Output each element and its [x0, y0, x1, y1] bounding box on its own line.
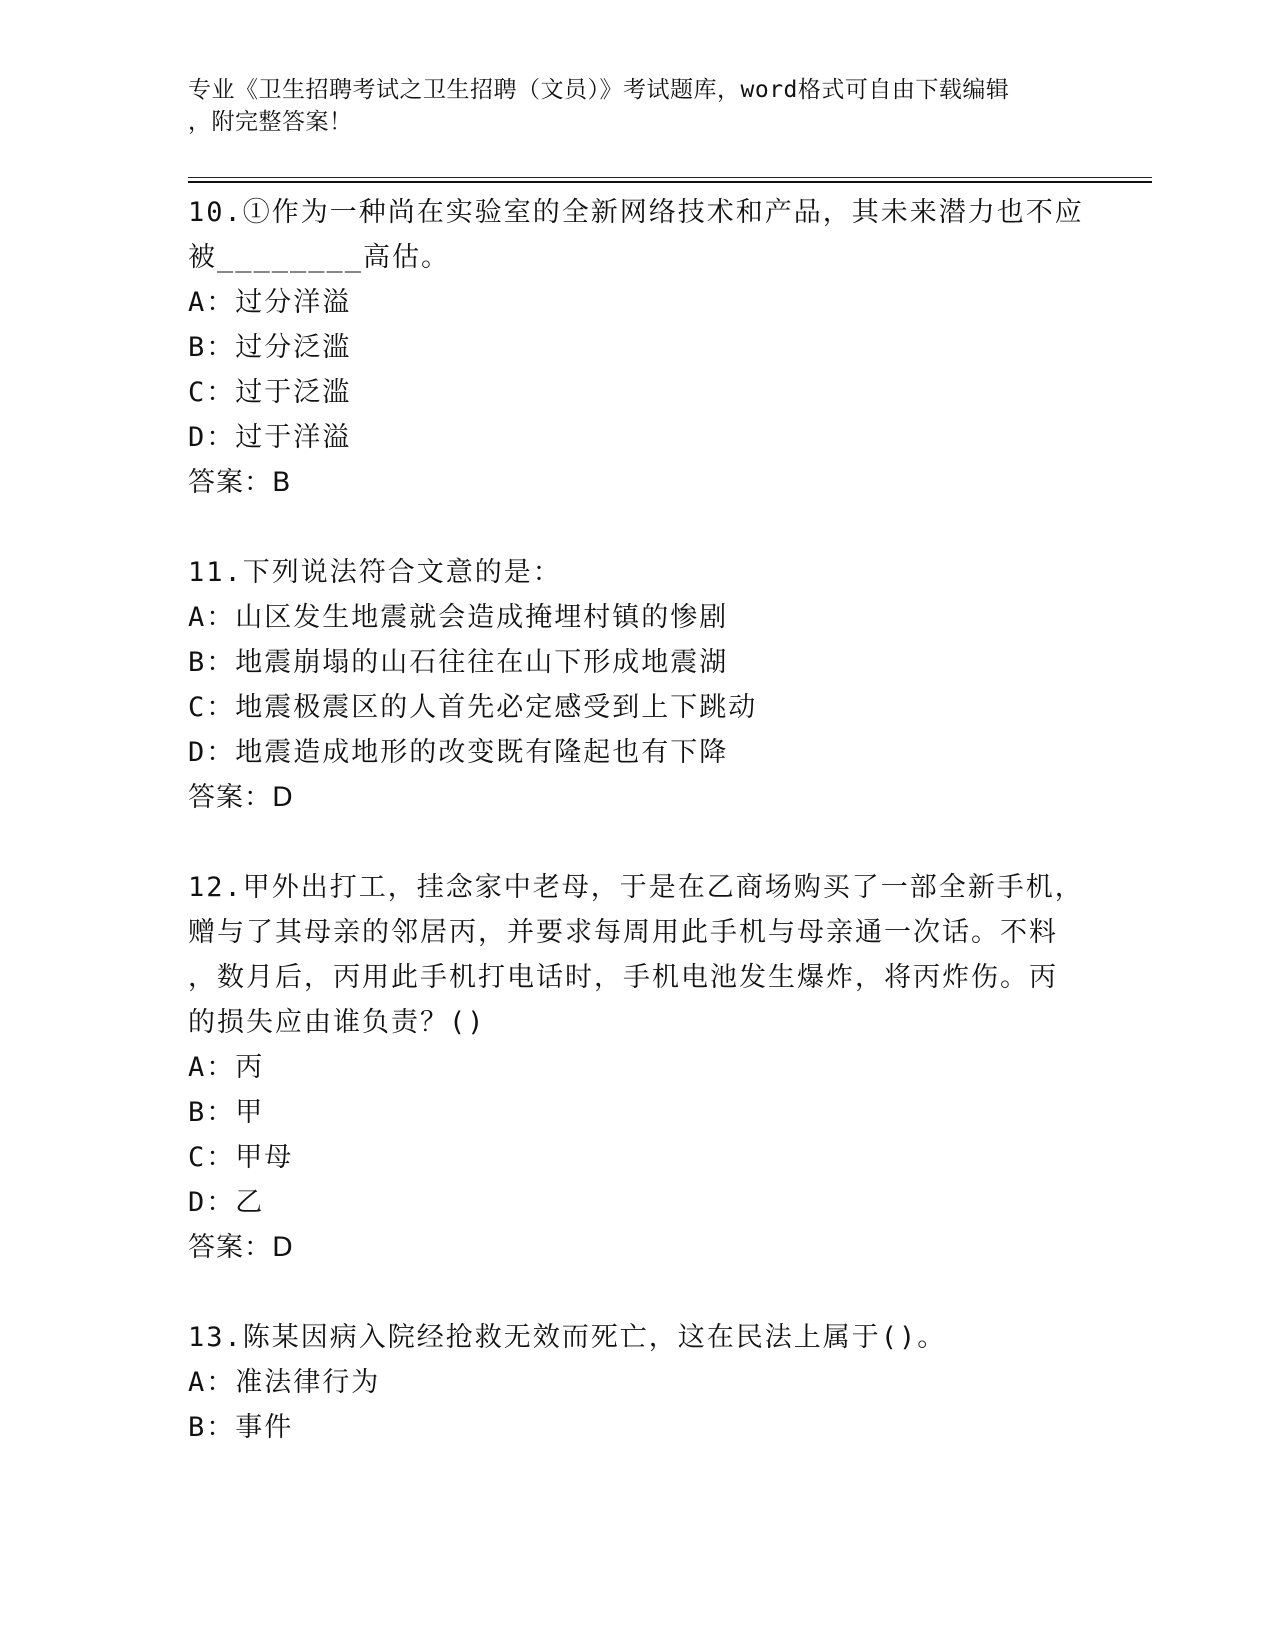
- answer-text: 答案：D: [188, 1232, 294, 1263]
- option-list: [188, 595, 1088, 775]
- question-stem: [188, 550, 1088, 595]
- question-list: [188, 190, 1088, 1495]
- option-a: [188, 1360, 1088, 1405]
- option-letter: D：: [188, 422, 236, 453]
- question-11: [188, 550, 1088, 820]
- option-text: 甲: [235, 1097, 265, 1128]
- option-text: 丙: [235, 1052, 265, 1083]
- option-d: [188, 1180, 1088, 1225]
- option-b: [188, 1405, 1088, 1450]
- question-13: [188, 1315, 1088, 1450]
- option-text: 甲母: [235, 1142, 294, 1173]
- option-c: [188, 370, 1088, 415]
- stem-line: 11.下列说法符合文意的是：: [188, 557, 562, 588]
- option-text: 地震极震区的人首先必定感受到上下跳动: [235, 692, 758, 723]
- option-b: [188, 640, 1088, 685]
- option-text: 过于泛滥: [235, 377, 352, 408]
- answer-text: 答案：B: [188, 467, 292, 498]
- stem-line: 赠与了其母亲的邻居丙，并要求每周用此手机与母亲通一次话。不料: [188, 917, 1058, 948]
- stem-line: 12.甲外出打工，挂念家中老母，于是在乙商场购买了一部全新手机，: [188, 872, 1084, 903]
- question-12: [188, 865, 1088, 1270]
- option-text: 事件: [235, 1412, 294, 1443]
- option-letter: A：: [188, 287, 236, 318]
- stem-line: 13.陈某因病入院经抢救无效而死亡，这在民法上属于()。: [188, 1322, 947, 1353]
- stem-line: 被________高估。: [188, 242, 451, 273]
- option-text: 过分泛滥: [235, 332, 352, 363]
- option-letter: B：: [188, 1412, 236, 1443]
- stem-line: 10.①作为一种尚在实验室的全新网络技术和产品，其未来潜力也不应: [188, 197, 1084, 228]
- option-a: [188, 1045, 1088, 1090]
- question-stem: [188, 865, 1088, 1045]
- stem-line: ，数月后，丙用此手机打电话时，手机电池发生爆炸，将丙炸伤。丙: [188, 962, 1058, 993]
- option-text: 过于洋溢: [235, 422, 352, 453]
- option-d: [188, 415, 1088, 460]
- option-text: 山区发生地震就会造成掩埋村镇的惨剧: [235, 602, 729, 633]
- option-letter: B：: [188, 1097, 236, 1128]
- option-letter: A：: [188, 1367, 236, 1398]
- header-line-2: ，附完整答案！: [188, 109, 353, 135]
- option-letter: A：: [188, 602, 236, 633]
- option-letter: D：: [188, 737, 236, 768]
- header-line-1: 专业《卫生招聘考试之卫生招聘（文员）》考试题库，word格式可自由下载编辑: [188, 77, 1010, 103]
- header-divider-thick: [188, 181, 1152, 183]
- option-list: [188, 1045, 1088, 1225]
- option-text: 地震造成地形的改变既有隆起也有下降: [235, 737, 729, 768]
- option-c: [188, 685, 1088, 730]
- option-letter: B：: [188, 332, 236, 363]
- option-a: [188, 595, 1088, 640]
- option-b: [188, 1090, 1088, 1135]
- option-text: 过分洋溢: [235, 287, 352, 318]
- option-list: [188, 1360, 1088, 1450]
- option-letter: C：: [188, 1142, 236, 1173]
- option-text: 乙: [235, 1187, 265, 1218]
- stem-line: 的损失应由谁负责？(): [188, 1007, 486, 1038]
- question-stem: [188, 1315, 1088, 1360]
- option-letter: C：: [188, 377, 236, 408]
- option-a: [188, 280, 1088, 325]
- option-letter: B：: [188, 647, 236, 678]
- option-list: [188, 280, 1088, 460]
- document-header: [188, 74, 1068, 138]
- option-b: [188, 325, 1088, 370]
- option-letter: D：: [188, 1187, 236, 1218]
- option-c: [188, 1135, 1088, 1180]
- header-divider-thin: [188, 177, 1152, 178]
- question-10: [188, 190, 1088, 505]
- option-d: [188, 730, 1088, 775]
- option-text: 地震崩塌的山石往往在山下形成地震湖: [235, 647, 729, 678]
- option-letter: C：: [188, 692, 236, 723]
- answer-text: 答案：D: [188, 782, 294, 813]
- option-text: 准法律行为: [235, 1367, 381, 1398]
- question-stem: [188, 190, 1088, 280]
- option-letter: A：: [188, 1052, 236, 1083]
